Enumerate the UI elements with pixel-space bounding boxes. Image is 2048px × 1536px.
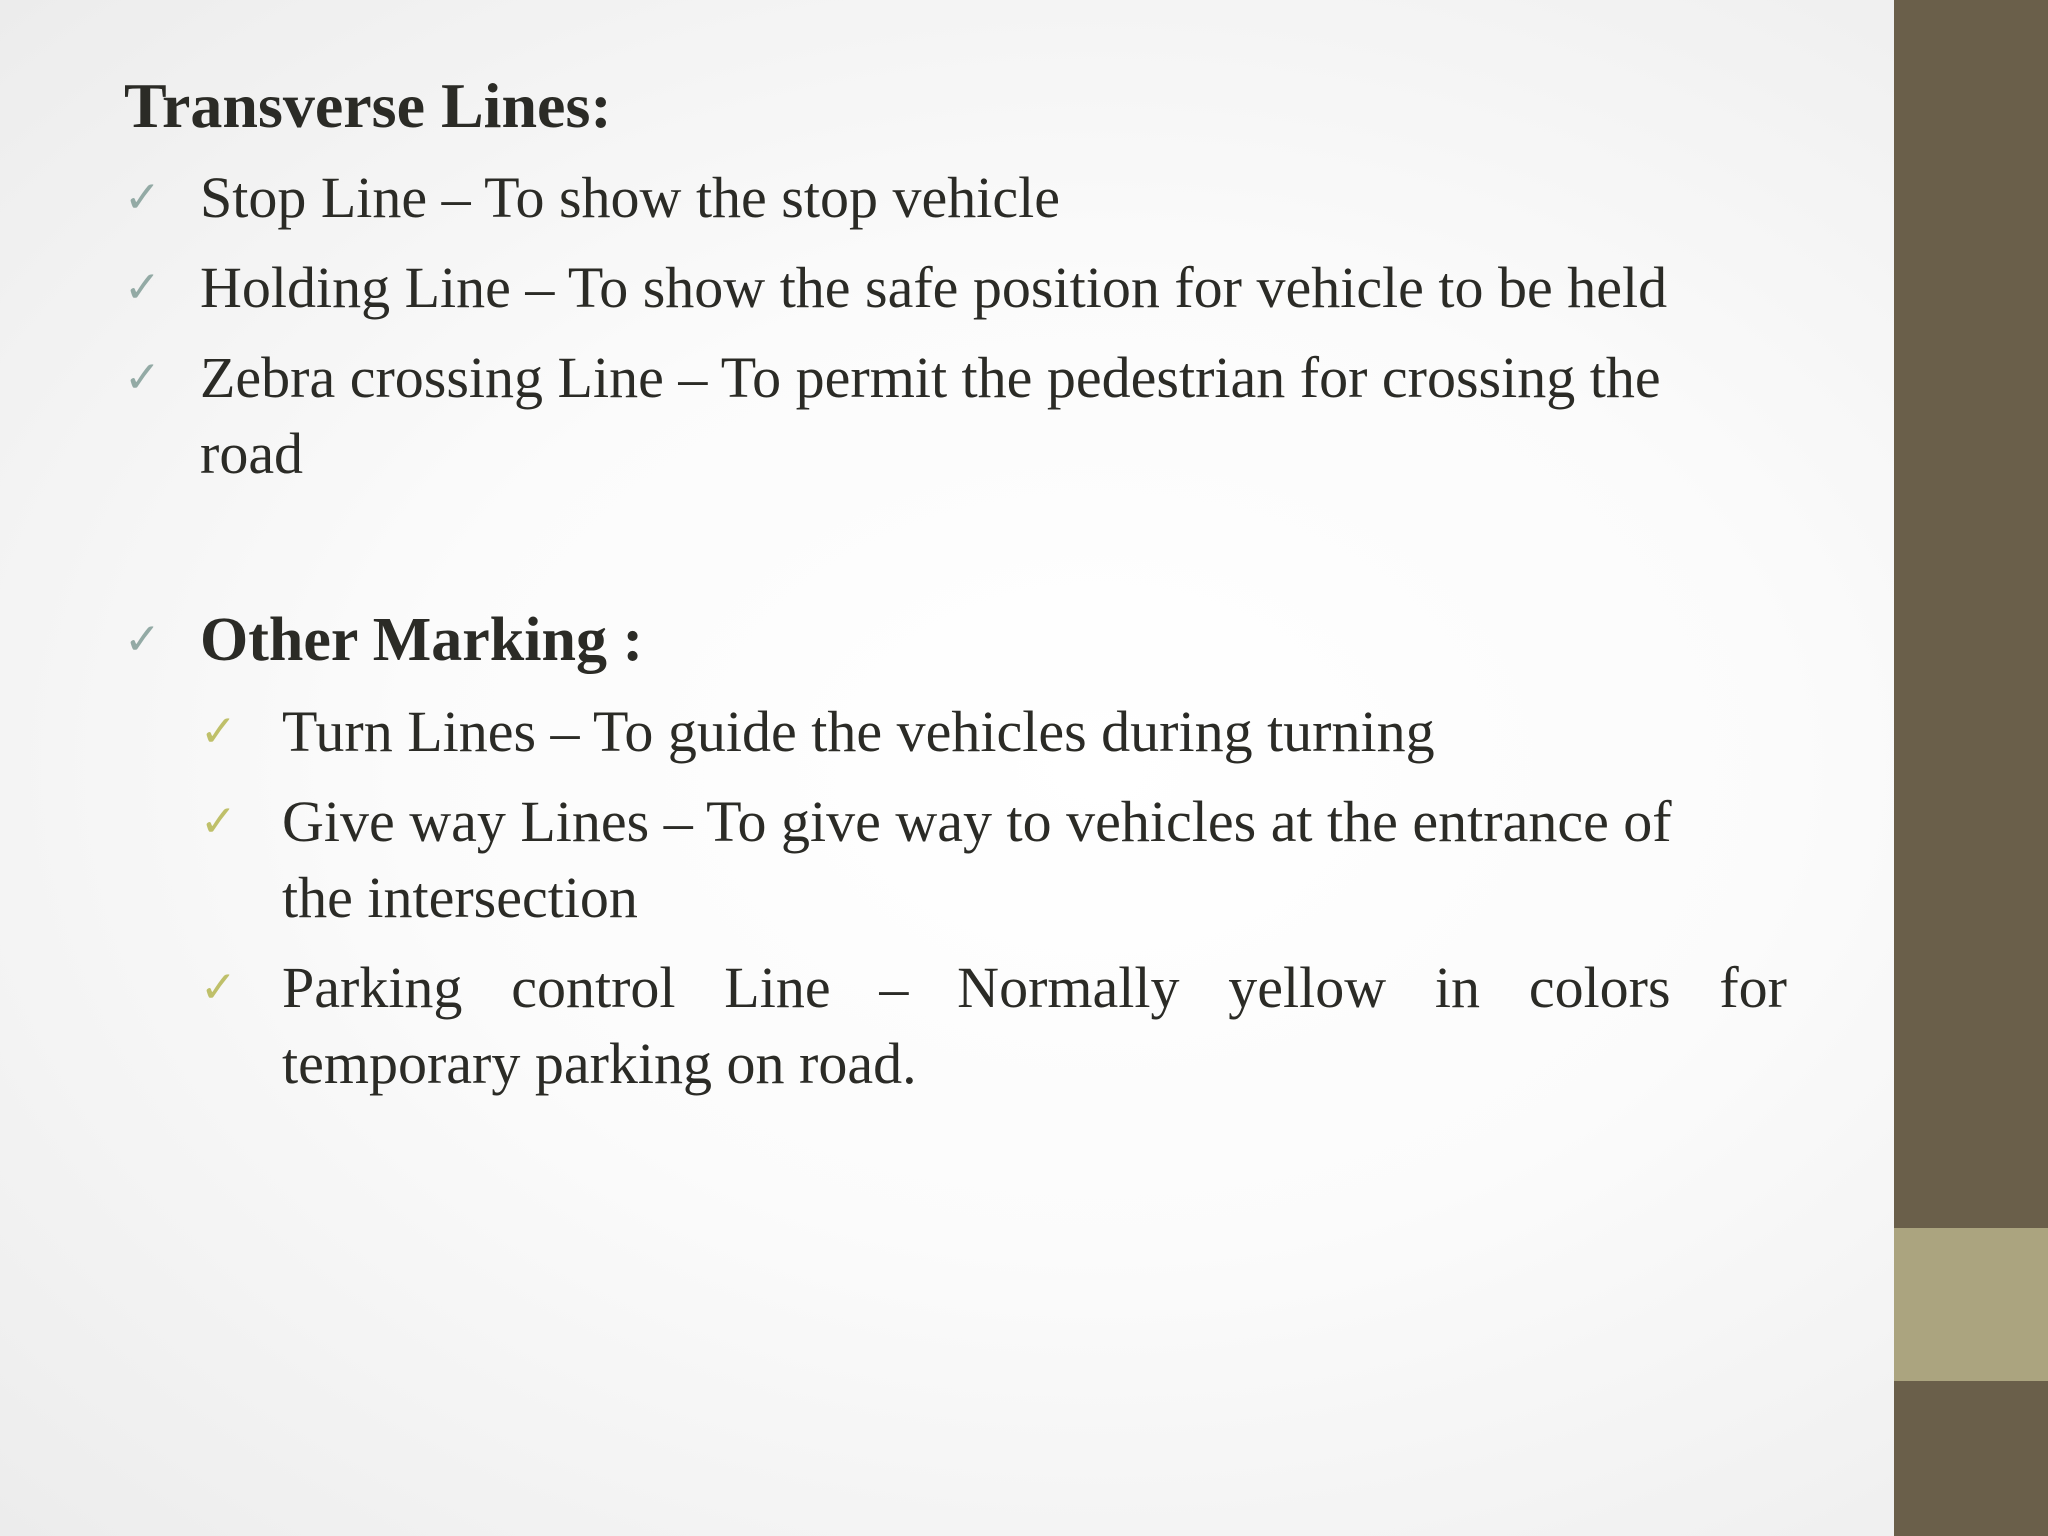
bullet-text xyxy=(282,950,1787,1102)
bullet-text-line: Zebra crossing Line – To permit the pedestrian for crossing the xyxy=(200,345,1661,410)
decorative-side-bar-accent xyxy=(1894,1228,2048,1381)
bullet-holding-line xyxy=(124,250,1667,326)
checkmark-icon: ✓ xyxy=(124,172,161,223)
bullet-text: Turn Lines – To guide the vehicles during turning xyxy=(282,699,1435,764)
subbullet-turn-lines xyxy=(200,694,1435,770)
checkmark-icon: ✓ xyxy=(200,706,237,757)
bullet-text xyxy=(282,784,1672,936)
checkmark-icon: ✓ xyxy=(124,262,161,313)
checkmark-icon: ✓ xyxy=(124,352,161,403)
slide-heading: Transverse Lines: xyxy=(124,70,612,141)
bullet-text-line: Parking control Line – Normally yellow in colors for xyxy=(282,955,1787,1020)
bullet-text: Holding Line – To show the safe position for vehicle to be held xyxy=(200,255,1668,320)
subbullet-parking-control-line xyxy=(200,950,1787,1102)
checkmark-icon: ✓ xyxy=(200,796,237,847)
bullet-other-marking xyxy=(124,602,643,678)
bullet-text-line: Give way Lines – To give way to vehicles at the entrance of xyxy=(282,789,1672,854)
decorative-side-bar xyxy=(1894,0,2048,1536)
section-heading: Other Marking : xyxy=(200,606,644,674)
bullet-text-line: the intersection xyxy=(282,865,638,930)
bullet-zebra-crossing-line xyxy=(124,340,1661,492)
bullet-stop-line xyxy=(124,160,1060,236)
checkmark-icon: ✓ xyxy=(124,614,161,665)
bullet-text xyxy=(200,340,1661,492)
bullet-text-line: road xyxy=(200,421,304,486)
checkmark-icon: ✓ xyxy=(200,962,237,1013)
subbullet-give-way-lines xyxy=(200,784,1672,936)
bullet-text-line: temporary parking on road. xyxy=(282,1031,917,1096)
bullet-text: Stop Line – To show the stop vehicle xyxy=(200,165,1060,230)
